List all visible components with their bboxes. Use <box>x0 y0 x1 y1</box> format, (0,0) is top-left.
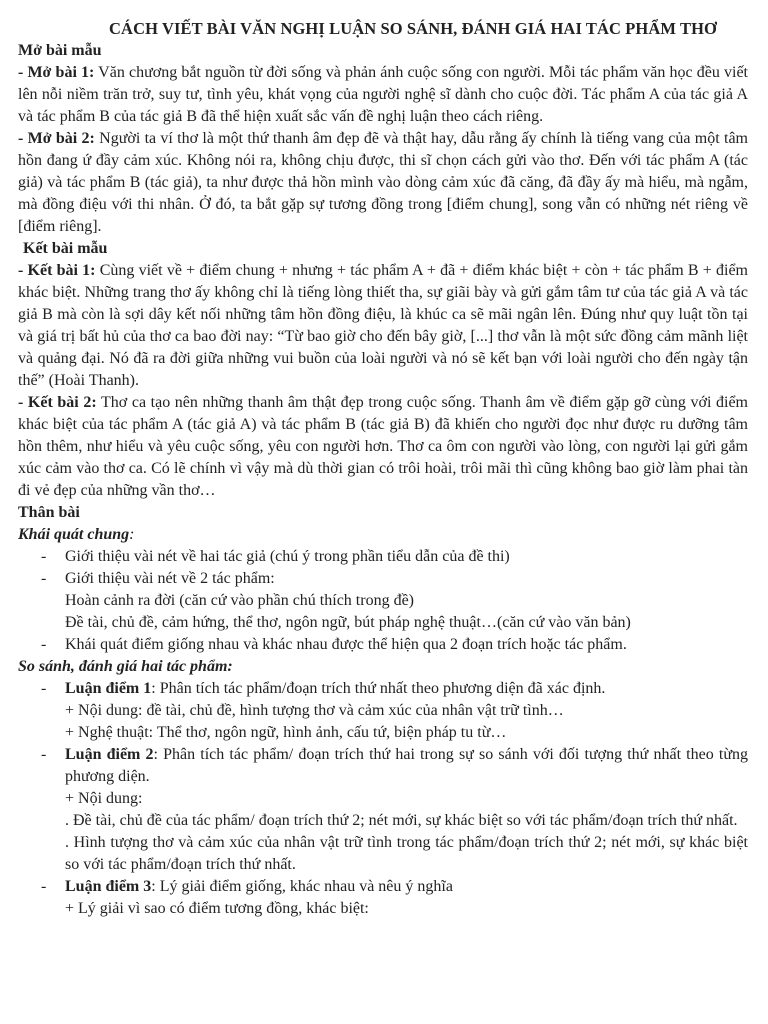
list-item <box>18 876 748 898</box>
mo-bai-1-paragraph <box>18 62 748 128</box>
luan-diem-3-ly-giai: + Lý giải vì sao có điểm tương đồng, khác biệt: <box>65 900 369 917</box>
luan-diem-3-text: : Lý giải điểm giống, khác nhau và nêu ý nghĩa <box>151 878 453 895</box>
mo-bai-1-lead: - Mở bài 1: <box>18 64 95 81</box>
luan-diem-1-nghe-thuat: + Nghệ thuật: Thể thơ, ngôn ngữ, hình ảnh, cấu tứ, biện pháp tu từ… <box>65 724 507 741</box>
bullet-dash: - <box>41 636 47 653</box>
khai-quat-item-2-b: Đề tài, chủ đề, cảm hứng, thể thơ, ngôn ngữ, bút pháp nghệ thuật…(căn cứ vào văn bản) <box>65 614 631 631</box>
ket-bai-1-lead: - Kết bài 1: <box>18 262 96 279</box>
khai-quat-item-2: Giới thiệu vài nét về 2 tác phẩm: <box>65 570 275 587</box>
list-item <box>18 546 748 568</box>
list-item <box>18 568 748 590</box>
luan-diem-1-noi-dung: + Nội dung: đề tài, chủ đề, hình tượng thơ và cảm xúc của nhân vật trữ tình… <box>65 702 564 719</box>
ket-bai-2-paragraph <box>18 392 748 502</box>
mo-bai-2-lead: - Mở bài 2: <box>18 130 95 147</box>
mo-bai-2-paragraph <box>18 128 748 238</box>
khai-quat-item-2-a: Hoàn cảnh ra đời (căn cứ vào phần chú thích trong đề) <box>65 592 414 609</box>
bullet-dash: - <box>41 570 47 587</box>
luan-diem-2-hinh-tuong: . Hình tượng thơ và cảm xúc của nhân vật trữ tình trong tác phẩm/đoạn trích thứ 2; nét mới, sự khác biệt so với tác phẩm/đoạn trích thứ nhất. <box>65 834 748 873</box>
so-sanh-heading: So sánh, đánh giá hai tác phẩm: <box>18 658 233 675</box>
khai-quat-item-1: Giới thiệu vài nét về hai tác giả (chú ý trong phần tiểu dẫn của đề thi) <box>65 548 510 565</box>
ket-bai-1-text: Cùng viết về + điểm chung + nhưng + tác phẩm A + đã + điểm khác biệt + còn + tác phẩm B + điểm khác biệt. Những trang thơ ấy không chỉ là tiếng lòng thiết tha, sự giãi bày và gửi gắm tâm tư của tác giả A và tác giả B mà còn là sợi dây kết nối những tâm hồn đồng điệu, là khúc ca sẽ mãi ngân lên. Đúng như quy luật tồn tại và giá trị bất hủ của thơ ca bao đời nay: “Từ bao giờ cho đến bây giờ, [...] thơ vẫn là một sức đồng cảm mãnh liệt và quảng đại. Nó đã ra đời giữa những vui buồn của loài người và nó sẽ kết bạn với loài người cho đến ngày tận thế” (Hoài Thanh). <box>18 262 749 389</box>
ket-bai-2-text: Thơ ca tạo nên những thanh âm thật đẹp trong cuộc sống. Thanh âm về điểm gặp gỡ cùng với điểm khác biệt của tác phẩm A (tác giả A) và tác phẩm B (tác giả B) đã khiến cho người đọc như được ru dưỡng tâm hồn thêm, như hiểu và yêu cuộc sống, yêu con người hơn. Thơ ca ôm con người vào lòng, con người lại gửi gắm xúc cảm vào thơ ca. Có lẽ chính vì vậy mà dù thời gian có trôi hoài, trôi mãi thì cũng không bao giờ làm phai tàn đi vẻ đẹp của những vần thơ… <box>18 394 748 499</box>
bullet-dash: - <box>41 878 47 895</box>
bullet-dash: - <box>41 548 47 565</box>
mo-bai-heading: Mở bài mẫu <box>18 42 102 59</box>
luan-diem-1-lead: Luận điểm 1 <box>65 680 152 697</box>
list-item <box>18 744 748 788</box>
bullet-dash: - <box>41 680 47 697</box>
luan-diem-2-text: : Phân tích tác phẩm/ đoạn trích thứ hai trong sự so sánh với đối tượng thứ nhất theo từng phương diện. <box>65 746 748 785</box>
luan-diem-2-de-tai: . Đề tài, chủ đề của tác phẩm/ đoạn trích thứ 2; nét mới, sự khác biệt so với tác phẩm/đoạn trích thứ nhất. <box>65 812 738 829</box>
luan-diem-1-text: : Phân tích tác phẩm/đoạn trích thứ nhất theo phương diện đã xác định. <box>151 680 606 697</box>
khai-quat-item-3: Khái quát điểm giống nhau và khác nhau được thể hiện qua 2 đoạn trích hoặc tác phẩm. <box>65 636 627 653</box>
mo-bai-1-text: Văn chương bắt nguồn từ đời sống và phản ánh cuộc sống con người. Mỗi tác phẩm văn học đều viết lên nỗi niềm trăn trở, suy tư, tình yêu, khát vọng của người nghệ sĩ dành cho cuộc đời. Tác phẩm A của tác giả A và tác phẩm B của tác giả B đã thể hiện xuất sắc vấn đề nghị luận theo cách riêng. <box>18 64 748 125</box>
list-item <box>18 634 748 656</box>
than-bai-heading: Thân bài <box>18 504 80 521</box>
document-body <box>18 18 748 920</box>
ket-bai-1-paragraph <box>18 260 748 392</box>
ket-bai-2-lead: - Kết bài 2: <box>18 394 97 411</box>
khai-quat-heading: Khái quát chung <box>18 526 130 543</box>
list-item <box>18 678 748 700</box>
ket-bai-heading: Kết bài mẫu <box>23 240 108 257</box>
bullet-dash: - <box>41 746 47 763</box>
luan-diem-3-lead: Luận điểm 3 <box>65 878 152 895</box>
khai-quat-colon: : <box>129 526 135 543</box>
luan-diem-2-noi-dung: + Nội dung: <box>65 790 143 807</box>
luan-diem-2-lead: Luận điểm 2 <box>65 746 154 763</box>
mo-bai-2-text: Người ta ví thơ là một thứ thanh âm đẹp đẽ và thật hay, dẫu rằng ấy chính là tiếng vang của một tâm hồn đang ứ đầy cảm xúc. Không nói ra, không chịu được, thi sĩ chọn cách gửi vào thơ. Đến với tác phẩm A (tác giả) và tác phẩm B (tác giả), ta như được thả hồn mình vào dòng cảm xúc đã căng, đã đầy ấy mà hiểu, mà ngẫm, mà đồng điệu với thi nhân. Ở đó, ta bắt gặp sự tương đồng trong [điểm chung], song vẫn có những nét riêng về [điểm riêng]. <box>18 130 748 235</box>
khai-quat-heading-line <box>18 524 748 546</box>
document-title: CÁCH VIẾT BÀI VĂN NGHỊ LUẬN SO SÁNH, ĐÁNH GIÁ HAI TÁC PHẨM THƠ <box>109 19 717 38</box>
